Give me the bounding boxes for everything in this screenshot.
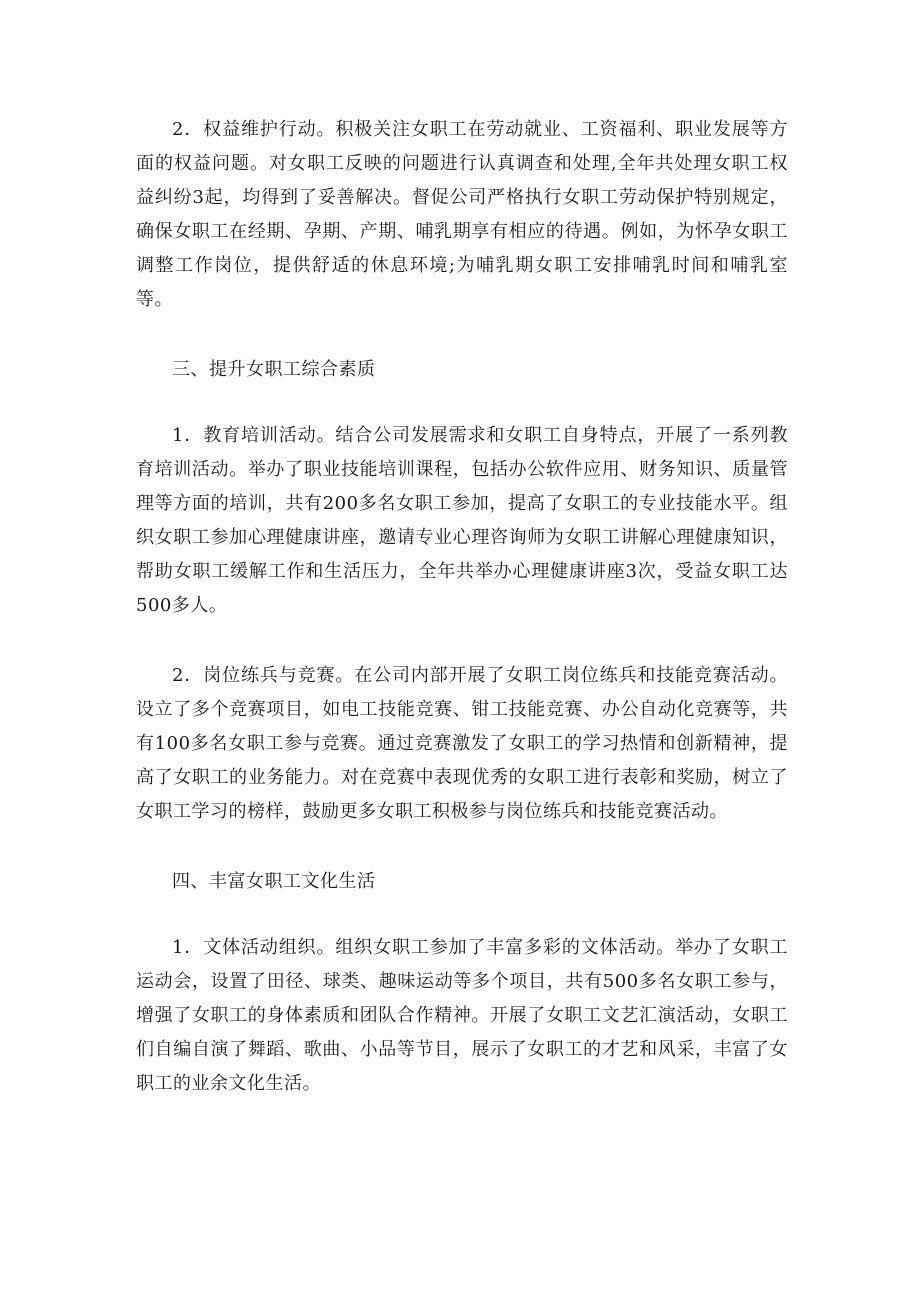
paragraph-rights-protection: 2．权益维护行动。积极关注女职工在劳动就业、工资福利、职业发展等方面的权益问题。对女职工反映的问题进行认真调查和处理,全年共处理女职工权益纠纷3起，均得到了妥善解决。督促公司严格执行女职工劳动保护特别规定，确保女职工在经期、孕期、产期、哺乳期享有相应的待遇。例如，为怀孕女职工调整工作岗位，提供舒适的休息环境;为哺乳期女职工安排哺乳时间和哺乳室等。 [136, 119, 788, 310]
section-heading-4: 四、丰富女职工文化生活 [172, 871, 376, 892]
paragraph-skill-competition: 2．岗位练兵与竞赛。在公司内部开展了女职工岗位练兵和技能竞赛活动。设立了多个竞赛项目，如电工技能竞赛、钳工技能竞赛、办公自动化竞赛等，共有100多名女职工参与竞赛。通过竞赛激发了女职工的学习热情和创新精神，提高了女职工的业务能力。对在竞赛中表现优秀的女职工进行表彰和奖励，树立了女职工学习的榜样，鼓励更多女职工积极参与岗位练兵和技能竞赛活动。 [136, 665, 788, 822]
spacer [136, 829, 788, 865]
section-heading-3: 三、提升女职工综合素质 [172, 359, 376, 380]
spacer [136, 387, 788, 419]
paragraph-cultural-activities: 1．文体活动组织。组织女职工参加了丰富多彩的文体活动。举办了女职工运动会，设置了田径、球类、趣味运动等多个项目，共有500多名女职工参与，增强了女职工的身体素质和团队合作精神。开展了女职工文艺汇演活动，女职工们自编自演了舞蹈、歌曲、小品等节目，展示了女职工的才艺和风采，丰富了女职工的业余文化生活。 [136, 937, 788, 1094]
spacer [136, 899, 788, 931]
spacer [136, 623, 788, 659]
document-body [136, 113, 788, 1101]
paragraph-education-training: 1．教育培训活动。结合公司发展需求和女职工自身特点，开展了一系列教育培训活动。举办了职业技能培训课程，包括办公软件应用、财务知识、质量管理等方面的培训，共有200多名女职工参加，提高了女职工的专业技能水平。组织女职工参加心理健康讲座，邀请专业心理咨询师为女职工讲解心理健康知识，帮助女职工缓解工作和生活压力，全年共举办心理健康讲座3次，受益女职工达500多人。 [136, 425, 788, 616]
spacer [136, 317, 788, 353]
